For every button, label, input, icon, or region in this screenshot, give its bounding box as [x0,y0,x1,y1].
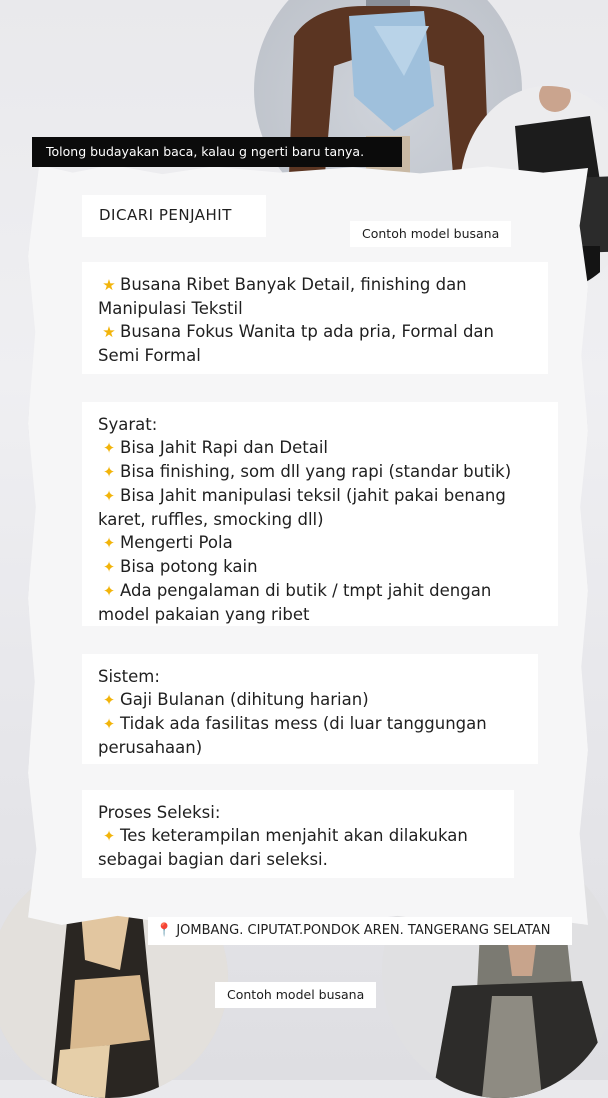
requirement-item: ✦ Bisa finishing, som dll yang rapi (standar butik) [98,460,550,484]
sparkle-icon: ✦ [102,534,116,552]
example-label-top: Contoh model busana [350,221,511,247]
requirement-item: ✦ Ada pengalaman di butik / tmpt jahit dengan [98,579,550,603]
highlights-box [82,262,548,374]
requirement-item: ✦ Mengerti Pola [98,531,550,555]
page-title: DICARI PENJAHIT [82,195,266,237]
highlight-cont: Manipulasi Tekstil [98,299,243,318]
requirement-item: ✦ Bisa Jahit Rapi dan Detail [98,436,550,460]
requirement-cont: karet, ruffles, smocking dll) [98,510,324,529]
sparkle-icon: ✦ [102,558,116,576]
selection-cont: sebagai bagian dari seleksi. [98,850,328,869]
star-icon: ★ [102,323,116,341]
requirements-box [82,402,558,626]
requirement-item: ✦ Bisa Jahit manipulasi teksil (jahit pakai benang [98,484,550,508]
selection-item: ✦ Tes keterampilan menjahit akan dilakukan [98,824,506,848]
star-icon: ★ [102,276,116,294]
highlight-cont: Semi Formal [98,346,201,365]
location-banner [148,917,572,945]
reading-notice-banner: Tolong budayakan baca, kalau g ngerti baru tanya. [32,137,402,167]
example-label-bottom: Contoh model busana [215,982,376,1008]
map-pin-icon: 📍 [156,923,173,938]
sparkle-icon: ✦ [102,715,116,733]
selection-heading: Proses Seleksi: [98,803,221,822]
system-cont: perusahaan) [98,738,203,757]
highlight-item: ★ Busana Fokus Wanita tp ada pria, Formal dan [98,320,536,344]
requirement-cont: model pakaian yang ribet [98,605,310,624]
requirement-item: ✦ Bisa potong kain [98,555,550,579]
sparkle-icon: ✦ [102,827,116,845]
sparkle-icon: ✦ [102,439,116,457]
requirements-heading: Syarat: [98,415,158,434]
sparkle-icon: ✦ [102,487,116,505]
sparkle-icon: ✦ [102,691,116,709]
sparkle-icon: ✦ [102,582,116,600]
system-item: ✦ Tidak ada fasilitas mess (di luar tanggungan [98,712,530,736]
location-text: JOMBANG. CIPUTAT.PONDOK AREN. TANGERANG SELATAN [176,923,551,938]
sparkle-icon: ✦ [102,463,116,481]
highlight-item: ★ Busana Ribet Banyak Detail, finishing dan [98,273,536,297]
system-box [82,654,538,764]
system-item: ✦ Gaji Bulanan (dihitung harian) [98,688,530,712]
selection-box [82,790,514,878]
system-heading: Sistem: [98,667,160,686]
